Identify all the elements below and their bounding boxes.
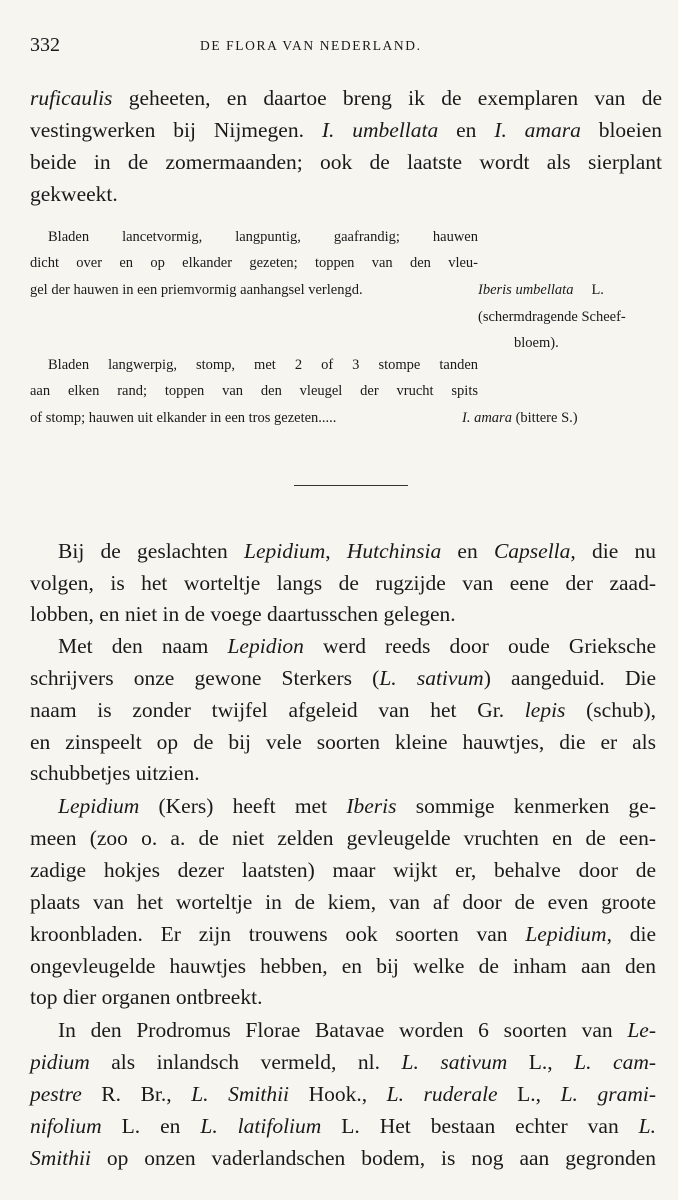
text-line: volgen, is het worteltje langs de rugzijde van eene der zaad- bbox=[30, 571, 656, 595]
key-line: dicht over en op elkander gezeten; toppen van den vleu- bbox=[30, 255, 478, 271]
page-header bbox=[30, 34, 654, 58]
text-line: ongevleugelde hauwtjes hebben, en bij welke de inham aan den bbox=[30, 954, 656, 978]
text-line: pestre R. Br., L. Smithii Hook., L. ruderale L., L. grami- bbox=[30, 1082, 657, 1106]
text-line: gekweekt. bbox=[30, 182, 118, 206]
text-line: In den Prodromus Florae Batavae worden 6 soorten van Le- bbox=[58, 1018, 656, 1042]
text-line: Lepidium (Kers) heeft met Iberis sommige kenmerken ge- bbox=[58, 794, 657, 818]
text-line: Smithii op onzen vaderlandschen bodem, is nog aan gegronden bbox=[30, 1146, 656, 1170]
key-result: I. amara (bittere S.) bbox=[462, 410, 578, 426]
page-number: 332 bbox=[30, 34, 60, 56]
text-line: Met den naam Lepidion werd reeds door oude Grieksche bbox=[58, 634, 656, 658]
key-line: of stomp; hauwen uit elkander in een tros gezeten..... bbox=[30, 410, 337, 426]
key-line: Bladen lancetvormig, langpuntig, gaafrandig; hauwen bbox=[48, 229, 478, 245]
text-line: en zinspeelt op de bij vele soorten kleine hauwtjes, die er als bbox=[30, 730, 656, 754]
text-line: beide in de zomermaanden; ook de laatste wordt als sierplant bbox=[30, 150, 662, 174]
key-line: aan elken rand; toppen van den vleugel der vrucht spits bbox=[30, 383, 478, 399]
text-line: schubbetjes uitzien. bbox=[30, 761, 200, 785]
text-line: Bij de geslachten Lepidium, Hutchinsia en Capsella, die nu bbox=[58, 539, 656, 563]
text-line: schrijvers onze gewone Sterkers (L. sativum) aangeduid. Die bbox=[30, 666, 656, 690]
key-line: gel der hauwen in een priemvormig aanhangsel verlengd. bbox=[30, 282, 363, 298]
key-result: Iberis umbellata L. bbox=[478, 282, 604, 298]
text-line: plaats van het worteltje in de kiem, van af door de even groote bbox=[30, 890, 656, 914]
text-line: pidium als inlandsch vermeld, nl. L. sativum L., L. cam- bbox=[30, 1050, 656, 1074]
text-line: nifolium L. en L. latifolium L. Het bestaan echter van L. bbox=[30, 1114, 656, 1138]
text-line: lobben, en niet in de voege daartusschen gelegen. bbox=[30, 602, 456, 626]
text-line: vestingwerken bij Nijmegen. I. umbellata en I. amara bloeien bbox=[30, 118, 662, 142]
section-divider bbox=[294, 485, 408, 486]
key-line: Bladen langwerpig, stomp, met 2 of 3 stompe tanden bbox=[48, 357, 478, 373]
text-line: zadige hokjes dezer laatsten) maar wijkt er, behalve door de bbox=[30, 858, 656, 882]
running-title: DE FLORA VAN NEDERLAND. bbox=[200, 38, 422, 53]
text-line: meen (zoo o. a. de niet zelden gevleugelde vruchten en de een- bbox=[30, 826, 656, 850]
text-line: naam is zonder twijfel afgeleid van het Gr. lepis (schub), bbox=[30, 698, 656, 722]
key-result: (schermdragende Scheef- bbox=[478, 309, 626, 325]
text-line: ruficaulis geheeten, en daartoe breng ik de exemplaren van de bbox=[30, 86, 662, 110]
text-line: kroonbladen. Er zijn trouwens ook soorten van Lepidium, die bbox=[30, 922, 656, 946]
text-line: top dier organen ontbreekt. bbox=[30, 985, 263, 1009]
key-result: bloem). bbox=[514, 335, 559, 351]
